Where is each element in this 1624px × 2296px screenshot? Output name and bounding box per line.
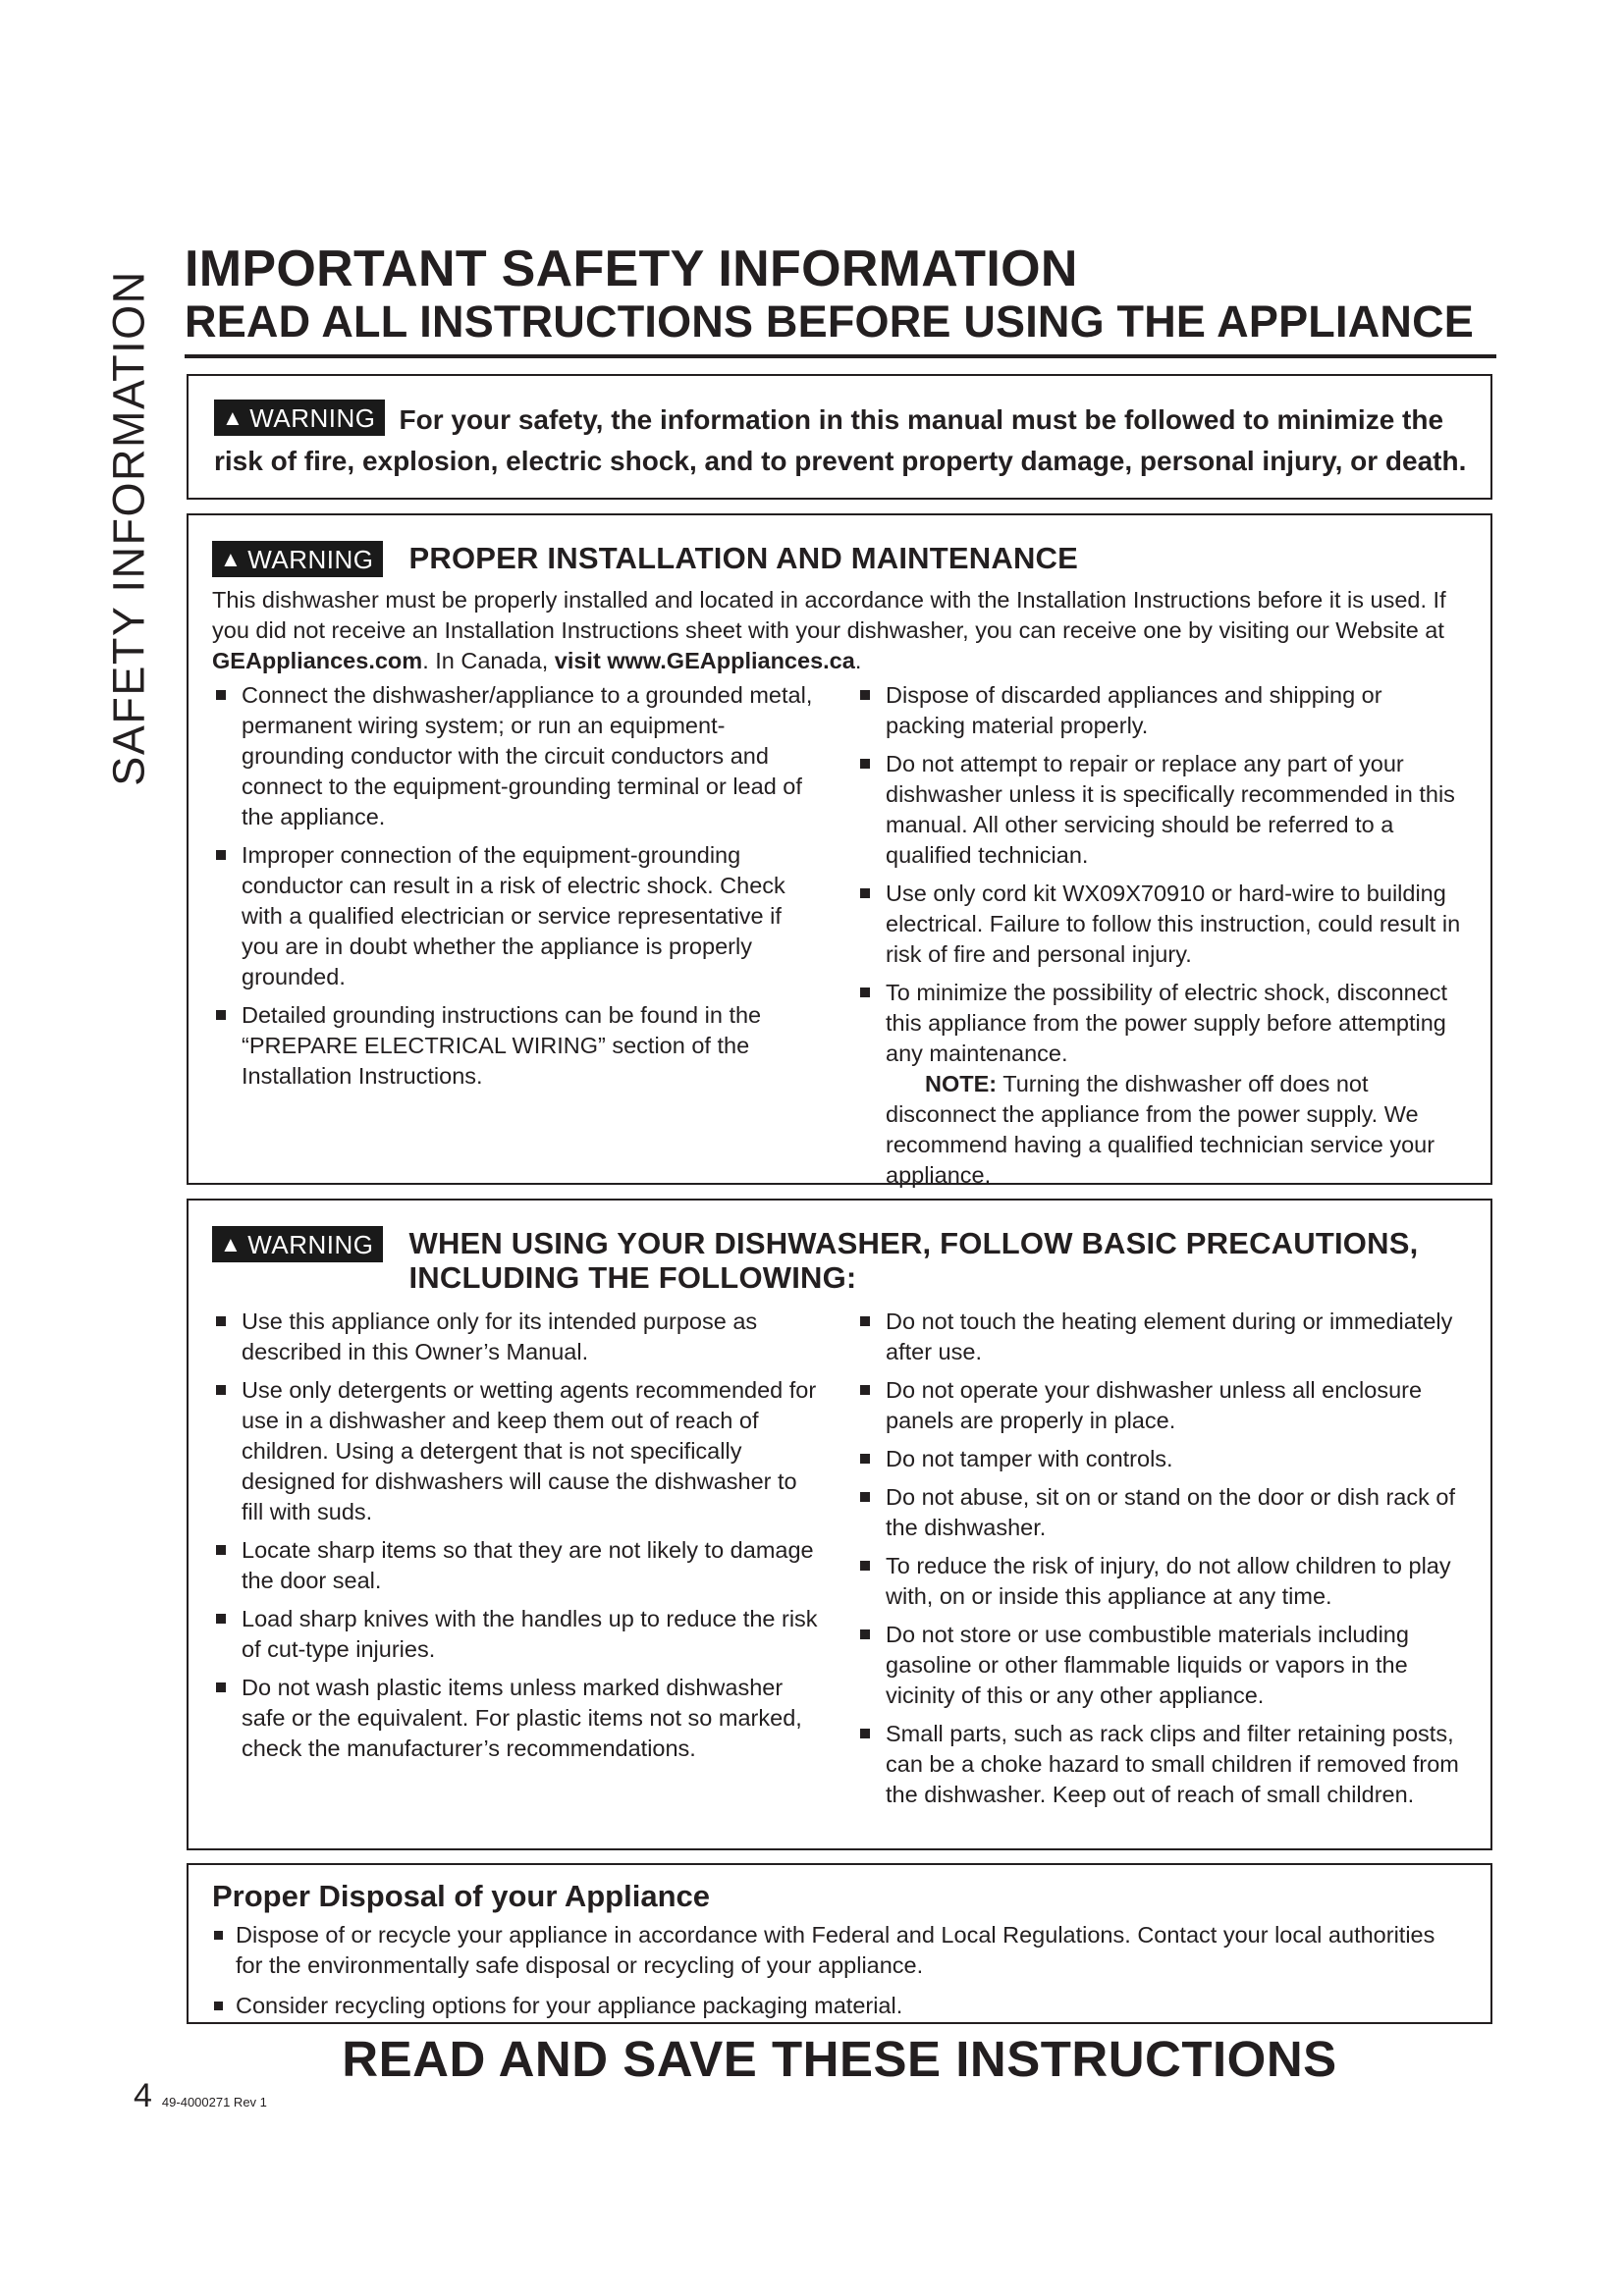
note-text: Turning the dishwasher off does not disconnect the appliance from the power supply. We recommend having a qualified technician service your appliance.: [886, 1071, 1435, 1188]
list-item: [212, 840, 823, 992]
precautions-columns: [212, 1307, 1467, 1818]
list-item: [856, 749, 1467, 871]
installation-note: [856, 1069, 1467, 1191]
list-item-text: Load sharp knives with the handles up to reduce the risk of cut-type injuries.: [242, 1606, 818, 1662]
installation-intro: [212, 585, 1467, 676]
disposal-title: Proper Disposal of your Appliance: [212, 1879, 711, 1913]
warning-badge: [212, 541, 383, 577]
warning-badge: [212, 1226, 383, 1262]
intro-warning-box: [187, 374, 1492, 500]
warning-triangle-icon: ▲: [220, 547, 243, 571]
list-item-text: Do not touch the heating element during or immediately after use.: [886, 1308, 1453, 1364]
list-item: [212, 1307, 823, 1367]
list-item-text: Do not attempt to repair or replace any part of your dishwasher unless it is specifically recommended in this manual. All other servicing should be referred to a qualified technician.: [886, 751, 1455, 868]
list-item: [856, 1482, 1467, 1543]
precautions-header: [212, 1226, 1467, 1295]
warning-badge-label: WARNING: [249, 403, 376, 434]
doc-code: 49-4000271 Rev 1: [161, 2095, 267, 2109]
warning-triangle-icon: ▲: [222, 405, 244, 431]
page-number: 4: [134, 2077, 152, 2114]
installation-header: [212, 541, 1467, 577]
list-item: [212, 680, 823, 832]
list-item-text: Locate sharp items so that they are not likely to damage the door seal.: [242, 1537, 814, 1593]
list-item: [856, 978, 1467, 1069]
list-item-text: Dispose of or recycle your appliance in accordance with Federal and Local Regulations. Contact your local authorities for the environmentally safe disposal or recycling of your appliance.: [236, 1922, 1435, 1978]
installation-columns: [212, 680, 1467, 1191]
list-item: [212, 1920, 1467, 1981]
list-item: [212, 1000, 823, 1092]
precautions-right-column: [856, 1307, 1467, 1818]
list-item: [856, 1551, 1467, 1612]
installation-intro-text-3: .: [854, 648, 862, 673]
list-item-text: Detailed grounding instructions can be found in the “PREPARE ELECTRICAL WIRING” section of the Installation Instructions.: [242, 1002, 762, 1089]
installation-left-column: [212, 680, 823, 1191]
warning-badge-label: WARNING: [247, 545, 374, 574]
warning-badge-label: WARNING: [247, 1230, 374, 1259]
installation-intro-text-2: . In Canada,: [422, 648, 555, 673]
list-item: [212, 1375, 823, 1527]
side-tab: [92, 232, 167, 825]
precautions-box: [187, 1199, 1492, 1850]
list-item: [856, 1375, 1467, 1436]
installation-box: [187, 513, 1492, 1188]
list-item: [856, 680, 1467, 741]
website-ca-link[interactable]: visit www.GEAppliances.ca: [554, 648, 855, 673]
website-us-link[interactable]: GEAppliances.com: [212, 648, 423, 673]
title-rule: [185, 354, 1496, 358]
list-item: [212, 1535, 823, 1596]
warning-badge: [214, 400, 385, 436]
side-tab-label: SAFETY INFORMATION: [104, 270, 154, 786]
list-item: [212, 1991, 1467, 2021]
list-item-text: Small parts, such as rack clips and filter retaining posts, can be a choke hazard to small children if removed from the dishwasher. Keep out of reach of small children.: [886, 1721, 1459, 1807]
intro-text: For your safety, the information in this manual must be followed to minimize the risk of fire, explosion, electric shock, and to prevent property damage, personal injury, or death.: [214, 404, 1467, 476]
list-item: [856, 879, 1467, 970]
list-item-text: Do not abuse, sit on or stand on the door or dish rack of the dishwasher.: [886, 1484, 1456, 1540]
list-item-text: Do not tamper with controls.: [886, 1446, 1173, 1471]
list-item-text: Use only detergents or wetting agents recommended for use in a dishwasher and keep them out of reach of children. Using a detergent that is not specifically designed for dishwashers will cause the dishwasher to fill with suds.: [242, 1377, 817, 1524]
installation-title: PROPER INSTALLATION AND MAINTENANCE: [408, 541, 1079, 575]
list-item-text: Use only cord kit WX09X70910 or hard-wire to building electrical. Failure to follow this instruction, could result in risk of fire and personal injury.: [886, 881, 1461, 967]
warning-triangle-icon: ▲: [220, 1232, 243, 1256]
list-item-text: Do not store or use combustible materials including gasoline or other flammable liquids or vapors in the vicinity of this or any other appliance.: [886, 1622, 1409, 1708]
page-header: [185, 241, 1496, 347]
precautions-title: WHEN USING YOUR DISHWASHER, FOLLOW BASIC PRECAUTIONS, INCLUDING THE FOLLOWING:: [408, 1226, 1419, 1295]
list-item: [856, 1719, 1467, 1810]
list-item-text: Use this appliance only for its intended purpose as described in this Owner’s Manual.: [242, 1308, 758, 1364]
footer: [134, 2077, 267, 2115]
list-item-text: Do not wash plastic items unless marked dishwasher safe or the equivalent. For plastic items not so marked, check the manufacturer’s recommendations.: [242, 1675, 802, 1761]
installation-right-column: [856, 680, 1467, 1191]
page-subtitle: READ ALL INSTRUCTIONS BEFORE USING THE APPLIANCE: [185, 296, 1474, 347]
list-item-text: To minimize the possibility of electric shock, disconnect this appliance from the power supply before attempting any maintenance.: [886, 980, 1448, 1066]
disposal-box: [187, 1863, 1492, 2024]
installation-intro-text: This dishwasher must be properly installed and located in accordance with the Installation Instructions before it is used. If you did not receive an Installation Instructions sheet with your dishwasher, you can receive one by visiting our Website at: [212, 587, 1446, 643]
list-item-text: Connect the dishwasher/appliance to a grounded metal, permanent wiring system; or run an equipment-grounding conductor with the circuit conductors and connect to the equipment-grounding terminal or lead of the appliance.: [242, 682, 813, 829]
list-item: [212, 1604, 823, 1665]
list-item-text: Improper connection of the equipment-grounding conductor can result in a risk of electric shock. Check with a qualified electrician or service representative if you are in doubt whether the appliance is properly grounded.: [242, 842, 785, 989]
precautions-left-column: [212, 1307, 823, 1818]
intro-warning: [214, 400, 1467, 482]
list-item-text: Consider recycling options for your appliance packaging material.: [236, 1993, 903, 2018]
note-label: NOTE:: [925, 1071, 998, 1096]
list-item-text: Do not operate your dishwasher unless all enclosure panels are properly in place.: [886, 1377, 1423, 1433]
list-item: [856, 1307, 1467, 1367]
list-item: [212, 1673, 823, 1764]
list-item-text: To reduce the risk of injury, do not allow children to play with, on or inside this appliance at any time.: [886, 1553, 1451, 1609]
page-title: IMPORTANT SAFETY INFORMATION: [185, 240, 1078, 297]
list-item: [856, 1444, 1467, 1474]
list-item-text: Dispose of discarded appliances and shipping or packing material properly.: [886, 682, 1382, 738]
list-item: [856, 1620, 1467, 1711]
closing-heading: READ AND SAVE THESE INSTRUCTIONS: [342, 2031, 1337, 2087]
